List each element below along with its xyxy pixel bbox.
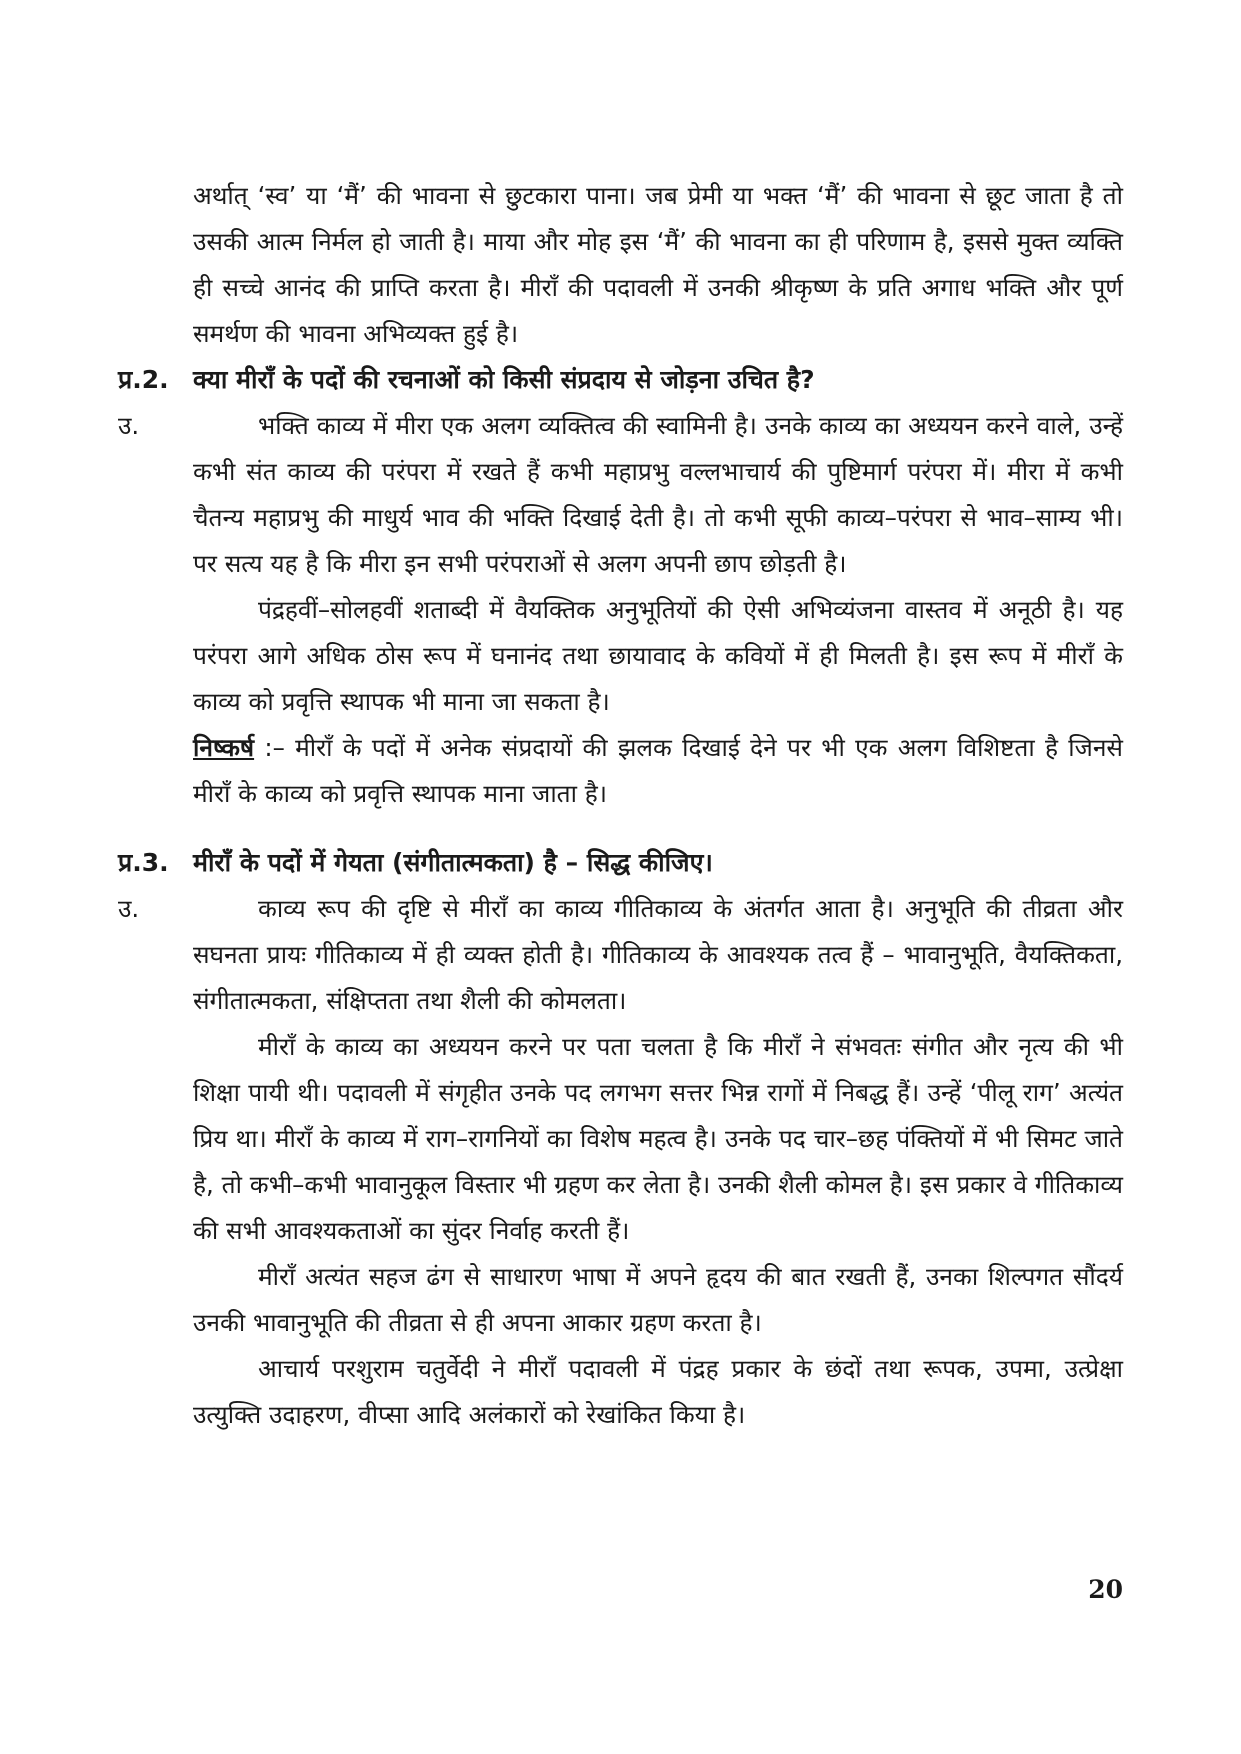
answer-3-label: उ. [118,894,140,923]
intro-paragraph: अर्थात् ‘स्व’ या ‘मैं’ की भावना से छुटकारा पाना। जब प्रेमी या भक्त ‘मैं’ की भावना से छूट जाता है तो उसकी आत्म निर्मल हो जाती है। माया और मोह इस ‘मैं’ की भावना का ही परिणाम है, इससे मुक्त व्यक्ति ही सच्चे आनंद की प्राप्ति करता है। मीराँ की पदावली में उनकी श्रीकृष्ण के प्रति अगाध भक्ति और पूर्ण समर्थण की भावना अभिव्यक्त हुई है। [193,181,1123,348]
question-3-text: मीराँ के पदों में गेयता (संगीतात्मकता) है – सिद्ध कीजिए। [193,848,713,877]
question-2-text: क्या मीराँ के पदों की रचनाओं को किसी संप्रदाय से जोड़ना उचित है? [193,365,815,394]
answer-2-label: उ. [118,411,140,440]
page-number: 20 [1088,1575,1123,1604]
answer-2-block [193,403,1123,817]
conclusion-label: निष्कर्ष [193,733,255,762]
answer-3-paragraph-4: आचार्य परशुराम चतुर्वेदी ने मीराँ पदावली में पंद्रह प्रकार के छंदों तथा रूपक, उपमा, उत्प्रेक्षा उत्युक्ति उदाहरण, वीप्सा आदि अलंकारों को रेखांकित किया है। [193,1354,1123,1429]
answer-2-paragraph-2: पंद्रहवीं–सोलहवीं शताब्दी में वैयक्तिक अनुभूतियों की ऐसी अभिव्यंजना वास्तव में अनूठी है। यह परंपरा आगे अधिक ठोस रूप में घनानंद तथा छायावाद के कवियों में ही मिलती है। इस रूप में मीराँ के काव्य को प्रवृत्ति स्थापक भी माना जा सकता है। [193,595,1123,716]
answer-3-paragraph-1: काव्य रूप की दृष्टि से मीराँ का काव्य गीतिकाव्य के अंतर्गत आता है। अनुभूति की तीव्रता और सघनता प्रायः गीतिकाव्य में ही व्यक्त होती है। गीतिकाव्य के आवश्यक तत्व हैं – भावानुभूति, वैयक्तिकता, संगीतात्मकता, संक्षिप्तता तथा शैली की कोमलता। [193,894,1123,1015]
answer-3-block [193,886,1123,1438]
intro-block [193,173,1123,357]
answer-3-paragraph-2: मीराँ के काव्य का अध्ययन करने पर पता चलता है कि मीराँ ने संभवतः संगीत और नृत्य की भी शिक्षा पायी थी। पदावली में संगृहीत उनके पद लगभग सत्तर भिन्न रागों में निबद्ध हैं। उन्हें ‘पीलू राग’ अत्यंत प्रिय था। मीराँ के काव्य में राग–रागनियों का विशेष महत्व है। उनके पद चार–छह पंक्तियों में भी सिमट जाते है, तो कभी–कभी भावानुकूल विस्तार भी ग्रहण कर लेता है। उनकी शैली कोमल है। इस प्रकार वे गीतिकाव्य की सभी आवश्यकताओं का सुंदर निर्वाह करती हैं। [193,1032,1123,1245]
question-3-label: प्र.3. [118,848,169,877]
conclusion-text: :– मीराँ के पदों में अनेक संप्रदायों की झलक दिखाई देने पर भी एक अलग विशिष्टता है जिनसे मीराँ के काव्य को प्रवृत्ति स्थापक माना जाता है। [193,733,1123,808]
answer-2-paragraph-1: भक्ति काव्य में मीरा एक अलग व्यक्तित्व की स्वामिनी है। उनके काव्य का अध्ययन करने वाले, उन्हें कभी संत काव्य की परंपरा में रखते हैं कभी महाप्रभु वल्लभाचार्य की पुष्टिमार्ग परंपरा में। मीरा में कभी चैतन्य महाप्रभु की माधुर्य भाव की भक्ति दिखाई देती है। तो कभी सूफी काव्य–परंपरा से भाव–साम्य भी। पर सत्य यह है कि मीरा इन सभी परंपराओं से अलग अपनी छाप छोड़ती है। [193,411,1123,578]
question-2-label: प्र.2. [118,365,169,394]
question-3 [118,840,1123,886]
answer-2-conclusion [193,725,1123,817]
answer-3-paragraph-3: मीराँ अत्यंत सहज ढंग से साधारण भाषा में अपने हृदय की बात रखती हैं, उनका शिल्पगत सौंदर्य उनकी भावानुभूति की तीव्रता से ही अपना आकार ग्रहण करता है। [193,1262,1123,1337]
question-2 [118,357,1123,403]
